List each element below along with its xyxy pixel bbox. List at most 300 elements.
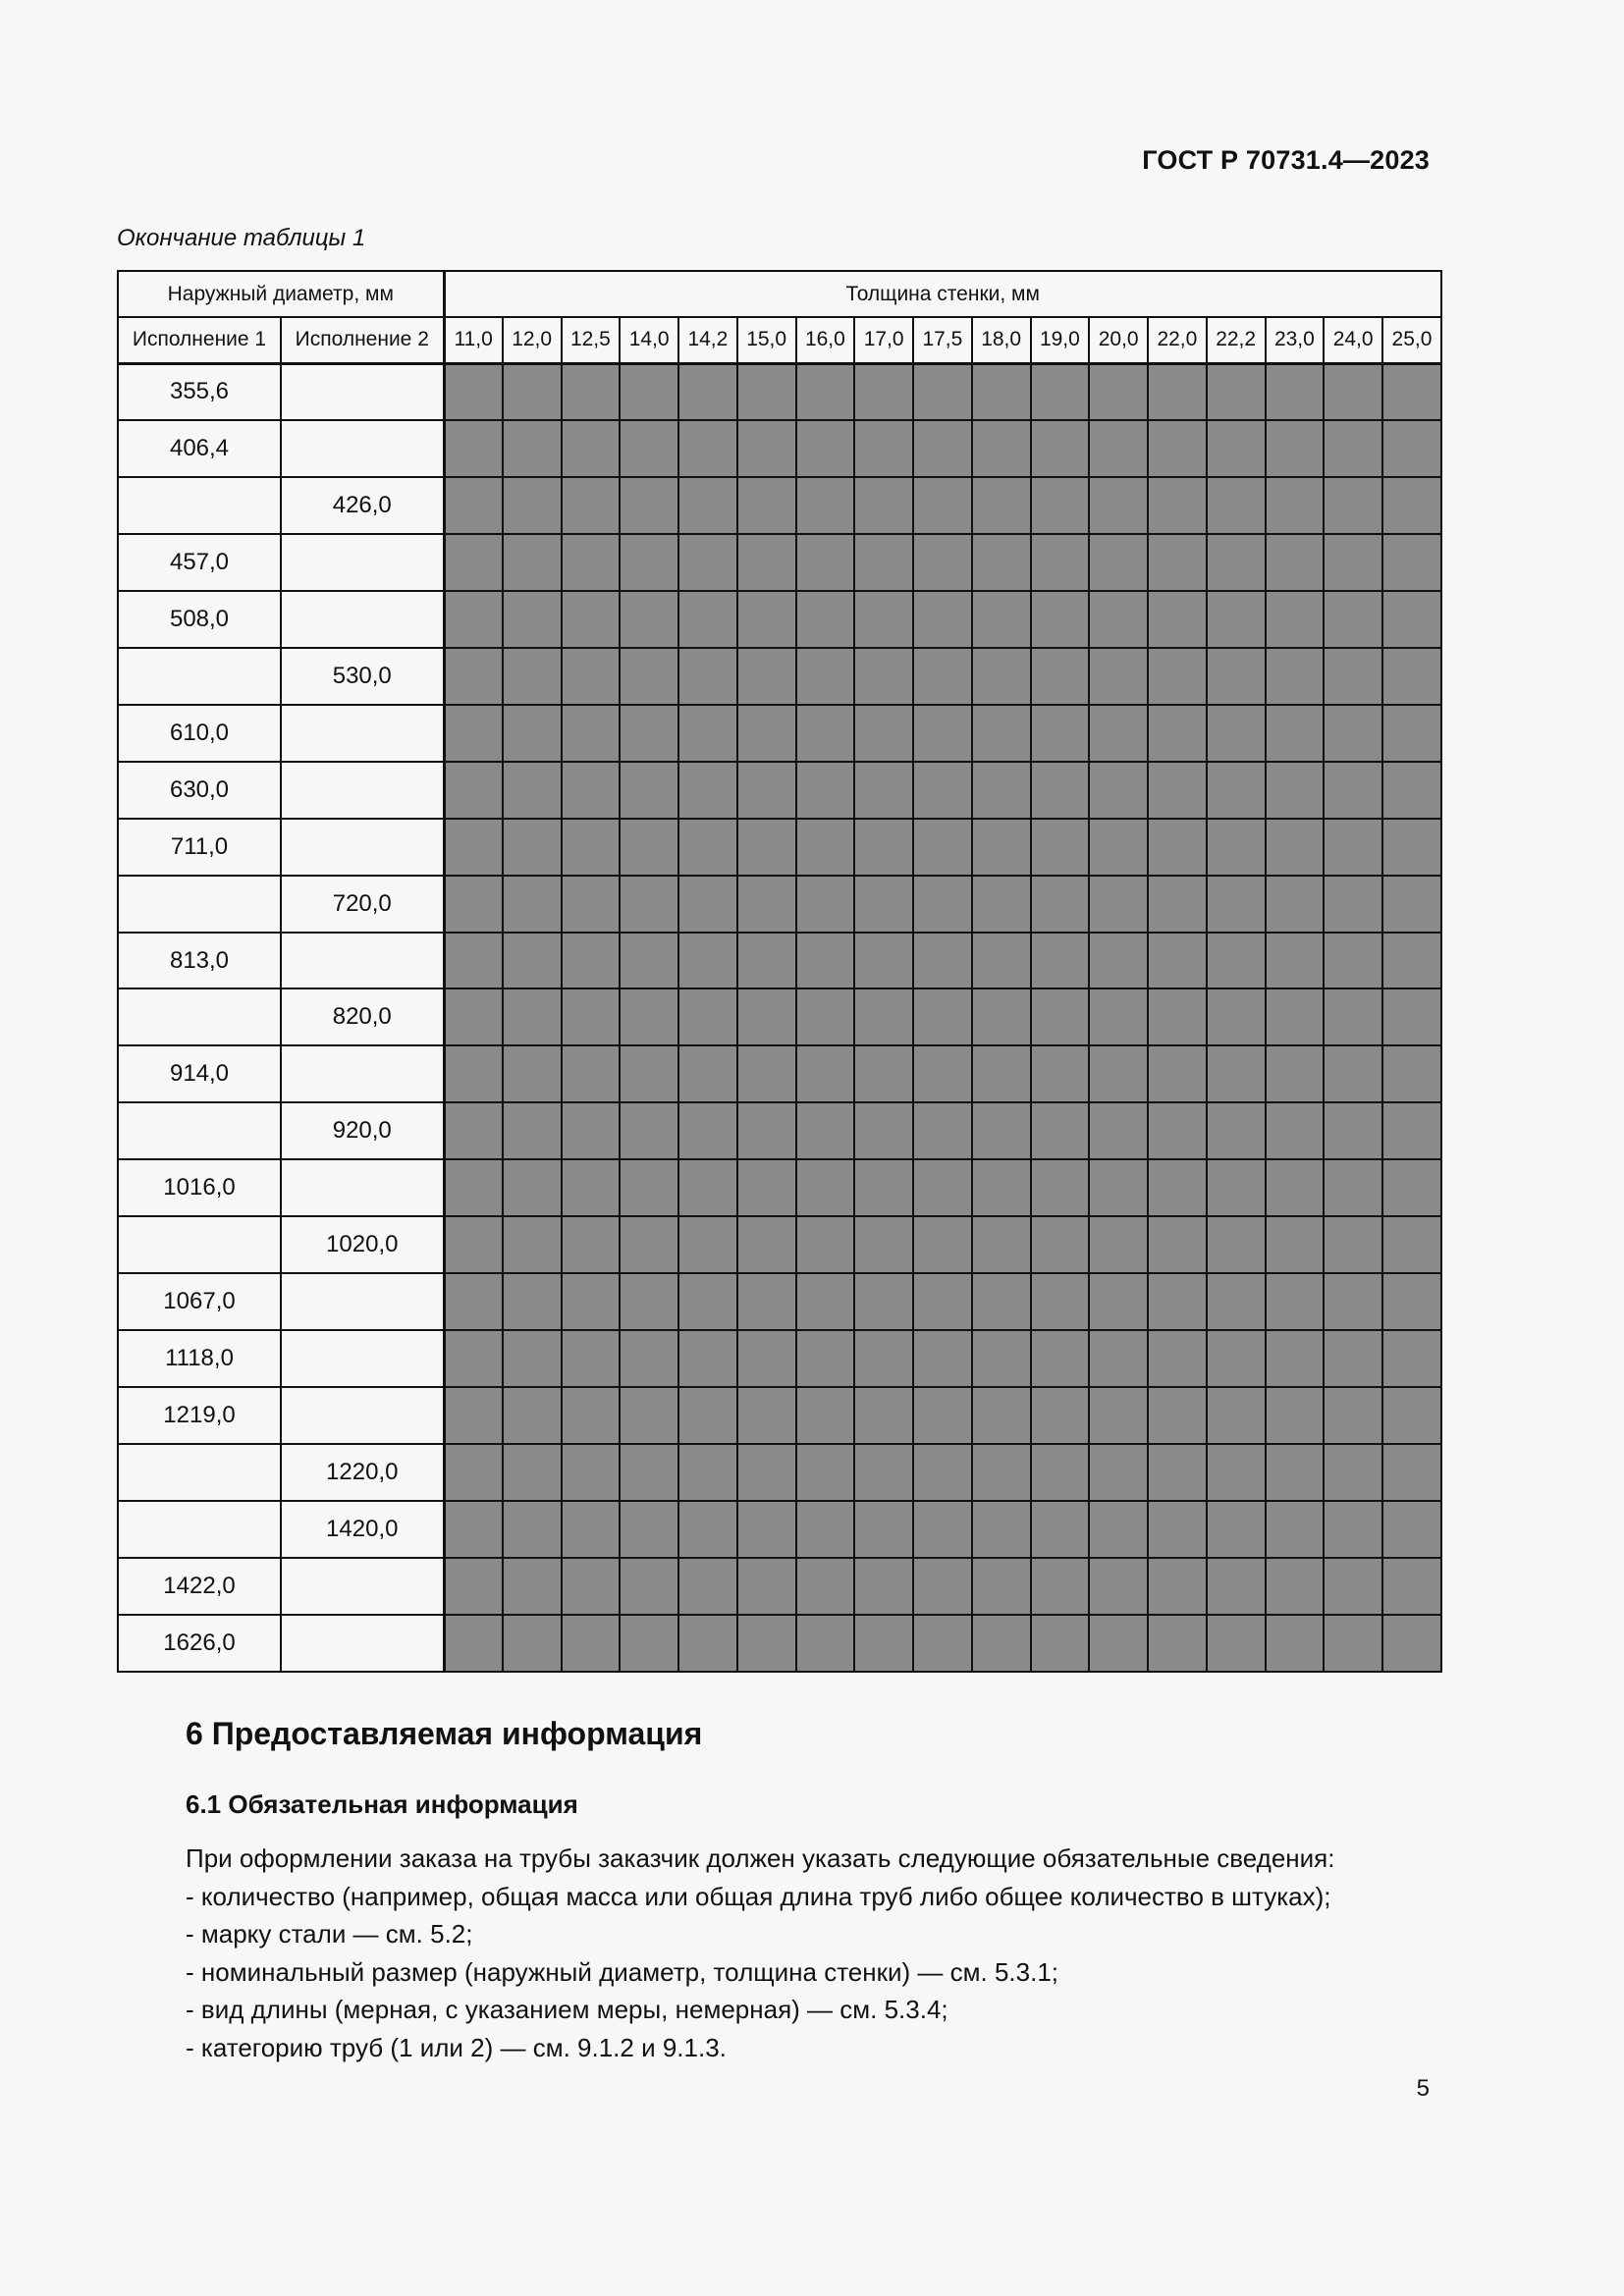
shaded-thickness-cell <box>620 477 678 534</box>
variant-2-diameter-cell <box>281 1387 444 1444</box>
shaded-thickness-cell <box>913 1216 972 1273</box>
shaded-thickness-cell <box>1089 1330 1148 1387</box>
shaded-thickness-cell <box>1207 762 1266 819</box>
shaded-thickness-cell <box>678 591 737 648</box>
shaded-thickness-cell <box>1266 477 1325 534</box>
thickness-column-header: 14,0 <box>620 317 678 363</box>
shaded-thickness-cell <box>1089 933 1148 989</box>
shaded-thickness-cell <box>796 1501 855 1558</box>
shaded-thickness-cell <box>678 1615 737 1672</box>
shaded-thickness-cell <box>503 1558 562 1615</box>
shaded-thickness-cell <box>913 1330 972 1387</box>
shaded-thickness-cell <box>737 1615 796 1672</box>
shaded-thickness-cell <box>1031 1045 1090 1102</box>
shaded-thickness-cell <box>1031 420 1090 477</box>
shaded-thickness-cell <box>1089 1444 1148 1501</box>
variant-1-diameter-cell: 1016,0 <box>118 1159 281 1216</box>
table-row <box>118 762 1441 819</box>
shaded-thickness-cell <box>796 1615 855 1672</box>
shaded-thickness-cell <box>620 1045 678 1102</box>
shaded-thickness-cell <box>562 1615 621 1672</box>
thickness-column-header: 22,2 <box>1207 317 1266 363</box>
shaded-thickness-cell <box>854 648 913 705</box>
shaded-thickness-cell <box>444 591 503 648</box>
shaded-thickness-cell <box>503 648 562 705</box>
shaded-thickness-cell <box>1382 591 1441 648</box>
shaded-thickness-cell <box>1031 1387 1090 1444</box>
shaded-thickness-cell <box>1266 1216 1325 1273</box>
shaded-thickness-cell <box>972 477 1031 534</box>
shaded-thickness-cell <box>854 762 913 819</box>
shaded-thickness-cell <box>972 933 1031 989</box>
shaded-thickness-cell <box>444 933 503 989</box>
variant-2-diameter-cell <box>281 1273 444 1330</box>
shaded-thickness-cell <box>444 1102 503 1159</box>
shaded-thickness-cell <box>1148 988 1207 1045</box>
shaded-thickness-cell <box>1207 1501 1266 1558</box>
shaded-thickness-cell <box>913 1558 972 1615</box>
shaded-thickness-cell <box>737 534 796 591</box>
shaded-thickness-cell <box>737 648 796 705</box>
shaded-thickness-cell <box>1324 933 1382 989</box>
subsection-title: 6.1 Обязательная информация <box>186 1789 578 1819</box>
shaded-thickness-cell <box>1207 1045 1266 1102</box>
shaded-thickness-cell <box>1324 477 1382 534</box>
shaded-thickness-cell <box>796 477 855 534</box>
shaded-thickness-cell <box>1207 1273 1266 1330</box>
shaded-thickness-cell <box>1089 1102 1148 1159</box>
shaded-thickness-cell <box>562 1444 621 1501</box>
shaded-thickness-cell <box>1382 1330 1441 1387</box>
variant-1-diameter-cell: 1067,0 <box>118 1273 281 1330</box>
shaded-thickness-cell <box>678 1387 737 1444</box>
shaded-thickness-cell <box>737 1273 796 1330</box>
shaded-thickness-cell <box>444 762 503 819</box>
shaded-thickness-cell <box>1207 933 1266 989</box>
shaded-thickness-cell <box>620 988 678 1045</box>
shaded-thickness-cell <box>1324 1159 1382 1216</box>
shaded-thickness-cell <box>1089 1273 1148 1330</box>
shaded-thickness-cell <box>1382 534 1441 591</box>
shaded-thickness-cell <box>503 1387 562 1444</box>
shaded-thickness-cell <box>503 705 562 762</box>
shaded-thickness-cell <box>1089 648 1148 705</box>
variant-1-diameter-cell: 1118,0 <box>118 1330 281 1387</box>
shaded-thickness-cell <box>1382 1102 1441 1159</box>
shaded-thickness-cell <box>1266 1273 1325 1330</box>
variant-1-diameter-cell <box>118 477 281 534</box>
shaded-thickness-cell <box>1089 1501 1148 1558</box>
shaded-thickness-cell <box>1207 648 1266 705</box>
shaded-thickness-cell <box>444 705 503 762</box>
shaded-thickness-cell <box>1089 591 1148 648</box>
shaded-thickness-cell <box>737 1330 796 1387</box>
shaded-thickness-cell <box>444 1501 503 1558</box>
shaded-thickness-cell <box>1324 534 1382 591</box>
shaded-thickness-cell <box>854 591 913 648</box>
shaded-thickness-cell <box>562 1273 621 1330</box>
shaded-thickness-cell <box>1207 591 1266 648</box>
shaded-thickness-cell <box>1266 933 1325 989</box>
shaded-thickness-cell <box>444 1216 503 1273</box>
table-row <box>118 534 1441 591</box>
shaded-thickness-cell <box>1266 762 1325 819</box>
shaded-thickness-cell <box>1148 1501 1207 1558</box>
variant-1-diameter-cell: 457,0 <box>118 534 281 591</box>
shaded-thickness-cell <box>1324 1216 1382 1273</box>
shaded-thickness-cell <box>1148 648 1207 705</box>
shaded-thickness-cell <box>913 933 972 989</box>
shaded-thickness-cell <box>972 648 1031 705</box>
wall-thickness-header: Толщина стенки, мм <box>444 271 1441 317</box>
shaded-thickness-cell <box>913 420 972 477</box>
shaded-thickness-cell <box>913 705 972 762</box>
shaded-thickness-cell <box>1031 1273 1090 1330</box>
variant-2-diameter-cell <box>281 762 444 819</box>
shaded-thickness-cell <box>444 648 503 705</box>
shaded-thickness-cell <box>1207 1558 1266 1615</box>
shaded-thickness-cell <box>737 591 796 648</box>
shaded-thickness-cell <box>1148 1444 1207 1501</box>
shaded-thickness-cell <box>1148 1615 1207 1672</box>
thickness-column-header: 11,0 <box>444 317 503 363</box>
shaded-thickness-cell <box>1148 477 1207 534</box>
variant-1-header: Исполнение 1 <box>118 317 281 363</box>
shaded-thickness-cell <box>737 1045 796 1102</box>
shaded-thickness-cell <box>1207 705 1266 762</box>
shaded-thickness-cell <box>444 477 503 534</box>
shaded-thickness-cell <box>796 819 855 876</box>
shaded-thickness-cell <box>503 477 562 534</box>
shaded-thickness-cell <box>562 1045 621 1102</box>
shaded-thickness-cell <box>678 705 737 762</box>
shaded-thickness-cell <box>1089 1216 1148 1273</box>
shaded-thickness-cell <box>1089 477 1148 534</box>
shaded-thickness-cell <box>1089 420 1148 477</box>
variant-1-diameter-cell: 508,0 <box>118 591 281 648</box>
shaded-thickness-cell <box>678 1216 737 1273</box>
shaded-thickness-cell <box>796 1558 855 1615</box>
shaded-thickness-cell <box>1266 420 1325 477</box>
shaded-thickness-cell <box>444 1159 503 1216</box>
shaded-thickness-cell <box>972 1387 1031 1444</box>
shaded-thickness-cell <box>503 420 562 477</box>
shaded-thickness-cell <box>1324 420 1382 477</box>
shaded-thickness-cell <box>1382 1558 1441 1615</box>
shaded-thickness-cell <box>1324 1330 1382 1387</box>
requirement-list-item: - категорию труб (1 или 2) — см. 9.1.2 и 9.1.3. <box>186 2032 727 2062</box>
shaded-thickness-cell <box>503 1444 562 1501</box>
shaded-thickness-cell <box>678 648 737 705</box>
shaded-thickness-cell <box>1382 762 1441 819</box>
shaded-thickness-cell <box>620 705 678 762</box>
shaded-thickness-cell <box>678 1273 737 1330</box>
thickness-column-header: 20,0 <box>1089 317 1148 363</box>
shaded-thickness-cell <box>620 1216 678 1273</box>
table-row <box>118 1045 1441 1102</box>
table-row <box>118 1159 1441 1216</box>
shaded-thickness-cell <box>913 1444 972 1501</box>
section-title: 6 Предоставляемая информация <box>186 1716 703 1751</box>
shaded-thickness-cell <box>1382 477 1441 534</box>
shaded-thickness-cell <box>854 1444 913 1501</box>
requirement-list-item: - вид длины (мерная, с указанием меры, немерная) — см. 5.3.4; <box>186 1995 948 2024</box>
shaded-thickness-cell <box>1031 534 1090 591</box>
shaded-thickness-cell <box>444 819 503 876</box>
shaded-thickness-cell <box>854 988 913 1045</box>
shaded-thickness-cell <box>796 876 855 933</box>
shaded-thickness-cell <box>562 762 621 819</box>
shaded-thickness-cell <box>562 477 621 534</box>
shaded-thickness-cell <box>678 1045 737 1102</box>
table-row <box>118 477 1441 534</box>
table-row <box>118 1102 1441 1159</box>
variant-2-diameter-cell: 720,0 <box>281 876 444 933</box>
shaded-thickness-cell <box>913 988 972 1045</box>
variant-2-diameter-cell <box>281 705 444 762</box>
shaded-thickness-cell <box>1324 1615 1382 1672</box>
shaded-thickness-cell <box>562 933 621 989</box>
shaded-thickness-cell <box>503 1216 562 1273</box>
shaded-thickness-cell <box>1207 1216 1266 1273</box>
shaded-thickness-cell <box>796 1216 855 1273</box>
shaded-thickness-cell <box>796 762 855 819</box>
shaded-thickness-cell <box>972 1216 1031 1273</box>
shaded-thickness-cell <box>1324 705 1382 762</box>
shaded-thickness-cell <box>562 876 621 933</box>
shaded-thickness-cell <box>1382 1615 1441 1672</box>
shaded-thickness-cell <box>796 420 855 477</box>
shaded-thickness-cell <box>1207 420 1266 477</box>
shaded-thickness-cell <box>562 534 621 591</box>
table-row <box>118 1558 1441 1615</box>
shaded-thickness-cell <box>1089 1615 1148 1672</box>
shaded-thickness-cell <box>1266 534 1325 591</box>
intro-paragraph: При оформлении заказа на трубы заказчик должен указать следующие обязательные сведения: <box>186 1843 1335 1873</box>
variant-2-diameter-cell <box>281 420 444 477</box>
shaded-thickness-cell <box>620 648 678 705</box>
shaded-thickness-cell <box>796 933 855 989</box>
variant-2-diameter-cell: 426,0 <box>281 477 444 534</box>
shaded-thickness-cell <box>1031 1330 1090 1387</box>
shaded-thickness-cell <box>854 1501 913 1558</box>
thickness-column-header: 15,0 <box>737 317 796 363</box>
shaded-thickness-cell <box>562 648 621 705</box>
shaded-thickness-cell <box>1207 477 1266 534</box>
shaded-thickness-cell <box>737 1558 796 1615</box>
shaded-thickness-cell <box>972 420 1031 477</box>
shaded-thickness-cell <box>1148 1159 1207 1216</box>
shaded-thickness-cell <box>1031 477 1090 534</box>
shaded-thickness-cell <box>444 1387 503 1444</box>
shaded-thickness-cell <box>913 1615 972 1672</box>
shaded-thickness-cell <box>737 988 796 1045</box>
shaded-thickness-cell <box>1207 819 1266 876</box>
shaded-thickness-cell <box>678 1444 737 1501</box>
shaded-thickness-cell <box>1031 1216 1090 1273</box>
variant-2-diameter-cell: 920,0 <box>281 1102 444 1159</box>
shaded-thickness-cell <box>1324 363 1382 420</box>
shaded-thickness-cell <box>1382 988 1441 1045</box>
shaded-thickness-cell <box>444 1045 503 1102</box>
shaded-thickness-cell <box>972 1102 1031 1159</box>
shaded-thickness-cell <box>1148 363 1207 420</box>
shaded-thickness-cell <box>972 705 1031 762</box>
shaded-thickness-cell <box>620 1330 678 1387</box>
shaded-thickness-cell <box>678 534 737 591</box>
shaded-thickness-cell <box>1382 705 1441 762</box>
shaded-thickness-cell <box>562 1330 621 1387</box>
shaded-thickness-cell <box>1148 1102 1207 1159</box>
outer-diameter-header: Наружный диаметр, мм <box>118 271 444 317</box>
shaded-thickness-cell <box>1031 1102 1090 1159</box>
shaded-thickness-cell <box>1031 705 1090 762</box>
table-row <box>118 876 1441 933</box>
table-row <box>118 1330 1441 1387</box>
shaded-thickness-cell <box>1266 1615 1325 1672</box>
shaded-thickness-cell <box>620 363 678 420</box>
shaded-thickness-cell <box>1266 1501 1325 1558</box>
shaded-thickness-cell <box>1324 648 1382 705</box>
shaded-thickness-cell <box>1324 1102 1382 1159</box>
shaded-thickness-cell <box>796 1444 855 1501</box>
shaded-thickness-cell <box>972 1330 1031 1387</box>
shaded-thickness-cell <box>1382 1444 1441 1501</box>
variant-2-diameter-cell <box>281 1330 444 1387</box>
shaded-thickness-cell <box>1207 534 1266 591</box>
shaded-thickness-cell <box>444 1615 503 1672</box>
shaded-thickness-cell <box>1382 1501 1441 1558</box>
shaded-thickness-cell <box>678 988 737 1045</box>
variant-2-diameter-cell <box>281 1615 444 1672</box>
shaded-thickness-cell <box>562 988 621 1045</box>
table-row <box>118 1444 1441 1501</box>
shaded-thickness-cell <box>1148 933 1207 989</box>
shaded-thickness-cell <box>620 933 678 989</box>
shaded-thickness-cell <box>1324 591 1382 648</box>
shaded-thickness-cell <box>737 420 796 477</box>
variant-2-diameter-cell <box>281 1159 444 1216</box>
thickness-column-header: 23,0 <box>1266 317 1325 363</box>
shaded-thickness-cell <box>503 1045 562 1102</box>
variant-1-diameter-cell: 610,0 <box>118 705 281 762</box>
shaded-thickness-cell <box>1207 988 1266 1045</box>
shaded-thickness-cell <box>796 1273 855 1330</box>
shaded-thickness-cell <box>1324 1045 1382 1102</box>
shaded-thickness-cell <box>972 1558 1031 1615</box>
shaded-thickness-cell <box>972 1273 1031 1330</box>
document-code: ГОСТ Р 70731.4—2023 <box>1142 145 1430 175</box>
shaded-thickness-cell <box>678 819 737 876</box>
shaded-thickness-cell <box>1148 420 1207 477</box>
shaded-thickness-cell <box>444 1558 503 1615</box>
shaded-thickness-cell <box>1382 819 1441 876</box>
shaded-thickness-cell <box>1266 591 1325 648</box>
shaded-thickness-cell <box>1207 1102 1266 1159</box>
shaded-thickness-cell <box>620 1159 678 1216</box>
shaded-thickness-cell <box>1148 1216 1207 1273</box>
shaded-thickness-cell <box>1324 762 1382 819</box>
shaded-thickness-cell <box>1031 591 1090 648</box>
shaded-thickness-cell <box>737 477 796 534</box>
shaded-thickness-cell <box>1031 1615 1090 1672</box>
shaded-thickness-cell <box>620 762 678 819</box>
shaded-thickness-cell <box>796 1387 855 1444</box>
shaded-thickness-cell <box>1207 1444 1266 1501</box>
shaded-thickness-cell <box>1148 876 1207 933</box>
variant-2-diameter-cell <box>281 933 444 989</box>
shaded-thickness-cell <box>854 1273 913 1330</box>
shaded-thickness-cell <box>913 819 972 876</box>
shaded-thickness-cell <box>854 933 913 989</box>
shaded-thickness-cell <box>737 1216 796 1273</box>
table-body <box>118 363 1441 1672</box>
variant-1-diameter-cell: 630,0 <box>118 762 281 819</box>
shaded-thickness-cell <box>737 1159 796 1216</box>
shaded-thickness-cell <box>1207 1330 1266 1387</box>
shaded-thickness-cell <box>503 1159 562 1216</box>
variant-2-diameter-cell: 820,0 <box>281 988 444 1045</box>
shaded-thickness-cell <box>1148 534 1207 591</box>
shaded-thickness-cell <box>854 420 913 477</box>
shaded-thickness-cell <box>444 534 503 591</box>
shaded-thickness-cell <box>854 819 913 876</box>
shaded-thickness-cell <box>854 1558 913 1615</box>
shaded-thickness-cell <box>913 1045 972 1102</box>
shaded-thickness-cell <box>1031 762 1090 819</box>
shaded-thickness-cell <box>1382 933 1441 989</box>
table-row <box>118 1387 1441 1444</box>
thickness-column-header: 22,0 <box>1148 317 1207 363</box>
shaded-thickness-cell <box>678 420 737 477</box>
shaded-thickness-cell <box>562 1159 621 1216</box>
shaded-thickness-cell <box>1207 363 1266 420</box>
shaded-thickness-cell <box>1266 876 1325 933</box>
variant-1-diameter-cell: 1626,0 <box>118 1615 281 1672</box>
variant-1-diameter-cell: 406,4 <box>118 420 281 477</box>
shaded-thickness-cell <box>1266 705 1325 762</box>
shaded-thickness-cell <box>1089 534 1148 591</box>
shaded-thickness-cell <box>796 591 855 648</box>
variant-1-diameter-cell: 711,0 <box>118 819 281 876</box>
thickness-column-header: 12,5 <box>562 317 621 363</box>
thickness-column-header: 17,5 <box>913 317 972 363</box>
shaded-thickness-cell <box>737 1102 796 1159</box>
shaded-thickness-cell <box>562 420 621 477</box>
shaded-thickness-cell <box>972 876 1031 933</box>
shaded-thickness-cell <box>620 420 678 477</box>
shaded-thickness-cell <box>972 534 1031 591</box>
variant-1-diameter-cell: 355,6 <box>118 363 281 420</box>
shaded-thickness-cell <box>913 1159 972 1216</box>
shaded-thickness-cell <box>796 363 855 420</box>
table-row <box>118 420 1441 477</box>
shaded-thickness-cell <box>913 363 972 420</box>
variant-1-diameter-cell: 914,0 <box>118 1045 281 1102</box>
table-header <box>118 271 1441 363</box>
header-row-2 <box>118 317 1441 363</box>
shaded-thickness-cell <box>913 876 972 933</box>
shaded-thickness-cell <box>737 1444 796 1501</box>
shaded-thickness-cell <box>1031 876 1090 933</box>
shaded-thickness-cell <box>562 591 621 648</box>
thickness-column-header: 17,0 <box>854 317 913 363</box>
shaded-thickness-cell <box>854 1387 913 1444</box>
shaded-thickness-cell <box>1031 819 1090 876</box>
variant-2-diameter-cell: 1020,0 <box>281 1216 444 1273</box>
shaded-thickness-cell <box>678 1330 737 1387</box>
shaded-thickness-cell <box>1382 363 1441 420</box>
